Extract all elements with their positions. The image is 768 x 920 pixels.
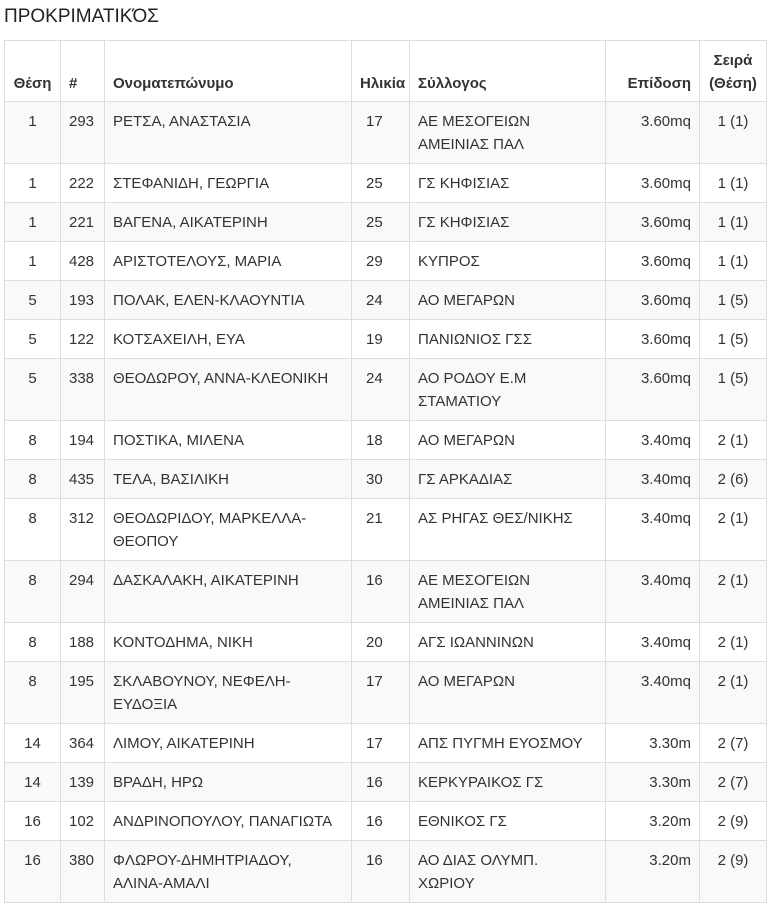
cell-performance: 3.30m — [606, 763, 700, 802]
cell-club: ΚΕΡΚΥΡΑΙΚΟΣ ΓΣ — [410, 763, 606, 802]
cell-age: 29 — [352, 242, 410, 281]
cell-round: 2 (7) — [700, 724, 767, 763]
cell-round: 2 (1) — [700, 662, 767, 724]
cell-round: 1 (5) — [700, 320, 767, 359]
cell-athlete-name: ΑΝΔΡΙΝΟΠΟΥΛΟΥ, ΠΑΝΑΓΙΩΤΑ — [105, 802, 352, 841]
cell-number: 195 — [61, 662, 105, 724]
cell-position: 14 — [5, 724, 61, 763]
cell-round: 2 (1) — [700, 499, 767, 561]
cell-age: 16 — [352, 802, 410, 841]
cell-round: 2 (9) — [700, 841, 767, 903]
cell-position: 14 — [5, 763, 61, 802]
cell-club: ΑΓΣ ΙΩΑΝΝΙΝΩΝ — [410, 623, 606, 662]
table-row — [5, 763, 767, 802]
cell-athlete-name: ΦΛΩΡΟΥ-ΔΗΜΗΤΡΙΑΔΟΥ, ΑΛΙΝΑ-ΑΜΑΛΙ — [105, 841, 352, 903]
cell-number: 139 — [61, 763, 105, 802]
cell-position: 16 — [5, 841, 61, 903]
cell-position: 8 — [5, 561, 61, 623]
cell-number: 193 — [61, 281, 105, 320]
cell-position: 8 — [5, 499, 61, 561]
cell-round: 2 (6) — [700, 460, 767, 499]
cell-position: 16 — [5, 802, 61, 841]
cell-athlete-name: ΒΑΓΕΝΑ, ΑΙΚΑΤΕΡΙΝΗ — [105, 203, 352, 242]
cell-number: 188 — [61, 623, 105, 662]
table-row — [5, 359, 767, 421]
cell-athlete-name: ΘΕΟΔΩΡΟΥ, ΑΝΝΑ-ΚΛΕΟΝΙΚΗ — [105, 359, 352, 421]
header-club: Σύλλογος — [410, 41, 606, 102]
cell-athlete-name: ΠΟΣΤΙΚΑ, ΜΙΛΕΝΑ — [105, 421, 352, 460]
cell-round: 1 (1) — [700, 164, 767, 203]
cell-club: ΕΘΝΙΚΟΣ ΓΣ — [410, 802, 606, 841]
cell-number: 294 — [61, 561, 105, 623]
cell-performance: 3.60mq — [606, 359, 700, 421]
cell-round: 2 (9) — [700, 802, 767, 841]
header-performance: Επίδοση — [606, 41, 700, 102]
cell-age: 30 — [352, 460, 410, 499]
cell-performance: 3.60mq — [606, 320, 700, 359]
cell-club: ΑΠΣ ΠΥΓΜΗ ΕΥΟΣΜΟΥ — [410, 724, 606, 763]
cell-position: 8 — [5, 460, 61, 499]
table-row — [5, 841, 767, 903]
cell-age: 21 — [352, 499, 410, 561]
cell-age: 16 — [352, 763, 410, 802]
cell-age: 17 — [352, 662, 410, 724]
cell-club: ΑΟ ΜΕΓΑΡΩΝ — [410, 281, 606, 320]
cell-number: 364 — [61, 724, 105, 763]
header-age: Ηλικία — [352, 41, 410, 102]
cell-club: ΑΟ ΜΕΓΑΡΩΝ — [410, 421, 606, 460]
results-table-body — [5, 102, 767, 903]
cell-club: ΑΟ ΡΟΔΟΥ Ε.Μ ΣΤΑΜΑΤΙΟΥ — [410, 359, 606, 421]
cell-club: ΑΟ ΜΕΓΑΡΩΝ — [410, 662, 606, 724]
cell-performance: 3.60mq — [606, 281, 700, 320]
cell-age: 18 — [352, 421, 410, 460]
cell-position: 5 — [5, 281, 61, 320]
cell-round: 2 (1) — [700, 421, 767, 460]
cell-age: 17 — [352, 102, 410, 164]
cell-position: 1 — [5, 242, 61, 281]
table-row — [5, 623, 767, 662]
cell-club: ΓΣ ΚΗΦΙΣΙΑΣ — [410, 164, 606, 203]
cell-position: 5 — [5, 359, 61, 421]
cell-position: 8 — [5, 662, 61, 724]
cell-round: 1 (5) — [700, 281, 767, 320]
cell-athlete-name: ΚΟΤΣΑΧΕΙΛΗ, ΕΥΑ — [105, 320, 352, 359]
table-row — [5, 499, 767, 561]
table-row — [5, 242, 767, 281]
cell-performance: 3.60mq — [606, 242, 700, 281]
table-row — [5, 662, 767, 724]
table-row — [5, 802, 767, 841]
cell-performance: 3.60mq — [606, 203, 700, 242]
cell-position: 1 — [5, 102, 61, 164]
table-row — [5, 320, 767, 359]
cell-round: 1 (5) — [700, 359, 767, 421]
page-title: ΠΡΟΚΡΙΜΑΤΙΚΌΣ — [4, 6, 159, 27]
table-row — [5, 203, 767, 242]
cell-performance: 3.30m — [606, 724, 700, 763]
cell-age: 16 — [352, 841, 410, 903]
cell-athlete-name: ΣΤΕΦΑΝΙΔΗ, ΓΕΩΡΓΙΑ — [105, 164, 352, 203]
cell-round: 2 (1) — [700, 561, 767, 623]
cell-position: 8 — [5, 421, 61, 460]
cell-athlete-name: ΛΙΜΟΥ, ΑΙΚΑΤΕΡΙΝΗ — [105, 724, 352, 763]
cell-performance: 3.40mq — [606, 662, 700, 724]
cell-round: 1 (1) — [700, 203, 767, 242]
cell-number: 102 — [61, 802, 105, 841]
cell-athlete-name: ΠΟΛΑΚ, ΕΛΕΝ-ΚΛΑΟΥΝΤΙΑ — [105, 281, 352, 320]
cell-performance: 3.60mq — [606, 164, 700, 203]
cell-performance: 3.40mq — [606, 421, 700, 460]
cell-athlete-name: ΒΡΑΔΗ, ΗΡΩ — [105, 763, 352, 802]
cell-age: 25 — [352, 203, 410, 242]
cell-number: 338 — [61, 359, 105, 421]
cell-club: ΑΣ ΡΗΓΑΣ ΘΕΣ/ΝΙΚΗΣ — [410, 499, 606, 561]
results-table-header — [5, 41, 767, 102]
table-row — [5, 421, 767, 460]
cell-performance: 3.20m — [606, 802, 700, 841]
cell-number: 293 — [61, 102, 105, 164]
table-row — [5, 724, 767, 763]
cell-club: ΑΕ ΜΕΣΟΓΕΙΩΝ ΑΜΕΙΝΙΑΣ ΠΑΛ — [410, 102, 606, 164]
cell-performance: 3.60mq — [606, 102, 700, 164]
header-number: # — [61, 41, 105, 102]
cell-age: 17 — [352, 724, 410, 763]
table-row — [5, 460, 767, 499]
table-row — [5, 102, 767, 164]
cell-age: 19 — [352, 320, 410, 359]
cell-number: 428 — [61, 242, 105, 281]
cell-position: 1 — [5, 164, 61, 203]
cell-club: ΠΑΝΙΩΝΙΟΣ ΓΣΣ — [410, 320, 606, 359]
cell-age: 16 — [352, 561, 410, 623]
cell-performance: 3.40mq — [606, 460, 700, 499]
cell-number: 221 — [61, 203, 105, 242]
cell-round: 1 (1) — [700, 242, 767, 281]
cell-performance: 3.40mq — [606, 561, 700, 623]
cell-position: 8 — [5, 623, 61, 662]
cell-club: ΓΣ ΑΡΚΑΔΙΑΣ — [410, 460, 606, 499]
cell-performance: 3.40mq — [606, 499, 700, 561]
cell-number: 222 — [61, 164, 105, 203]
cell-round: 2 (1) — [700, 623, 767, 662]
header-round: Σειρά (Θέση) — [700, 41, 767, 102]
cell-performance: 3.40mq — [606, 623, 700, 662]
cell-club: ΓΣ ΚΗΦΙΣΙΑΣ — [410, 203, 606, 242]
table-row — [5, 281, 767, 320]
cell-age: 25 — [352, 164, 410, 203]
cell-round: 2 (7) — [700, 763, 767, 802]
cell-number: 435 — [61, 460, 105, 499]
table-row — [5, 561, 767, 623]
cell-club: ΚΥΠΡΟΣ — [410, 242, 606, 281]
cell-number: 380 — [61, 841, 105, 903]
results-table — [4, 40, 767, 903]
cell-age: 24 — [352, 359, 410, 421]
cell-athlete-name: ΡΕΤΣΑ, ΑΝΑΣΤΑΣΙΑ — [105, 102, 352, 164]
cell-club: ΑΕ ΜΕΣΟΓΕΙΩΝ ΑΜΕΙΝΙΑΣ ΠΑΛ — [410, 561, 606, 623]
cell-athlete-name: ΔΑΣΚΑΛΑΚΗ, ΑΙΚΑΤΕΡΙΝΗ — [105, 561, 352, 623]
cell-performance: 3.20m — [606, 841, 700, 903]
cell-position: 1 — [5, 203, 61, 242]
cell-athlete-name: ΑΡΙΣΤΟΤΕΛΟΥΣ, ΜΑΡΙΑ — [105, 242, 352, 281]
cell-age: 20 — [352, 623, 410, 662]
cell-athlete-name: ΤΕΛΑ, ΒΑΣΙΛΙΚΗ — [105, 460, 352, 499]
header-name: Ονοματεπώνυμο — [105, 41, 352, 102]
cell-club: ΑΟ ΔΙΑΣ ΟΛΥΜΠ. ΧΩΡΙΟΥ — [410, 841, 606, 903]
cell-number: 194 — [61, 421, 105, 460]
header-position: Θέση — [5, 41, 61, 102]
cell-number: 312 — [61, 499, 105, 561]
cell-athlete-name: ΘΕΟΔΩΡΙΔΟΥ, ΜΑΡΚΕΛΛΑ-ΘΕΟΠΟΥ — [105, 499, 352, 561]
cell-athlete-name: ΚΟΝΤΟΔΗΜΑ, ΝΙΚΗ — [105, 623, 352, 662]
cell-round: 1 (1) — [700, 102, 767, 164]
header-row — [5, 41, 767, 102]
cell-age: 24 — [352, 281, 410, 320]
cell-athlete-name: ΣΚΛΑΒΟΥΝΟΥ, ΝΕΦΕΛΗ-ΕΥΔΟΞΙΑ — [105, 662, 352, 724]
cell-position: 5 — [5, 320, 61, 359]
cell-number: 122 — [61, 320, 105, 359]
table-row — [5, 164, 767, 203]
